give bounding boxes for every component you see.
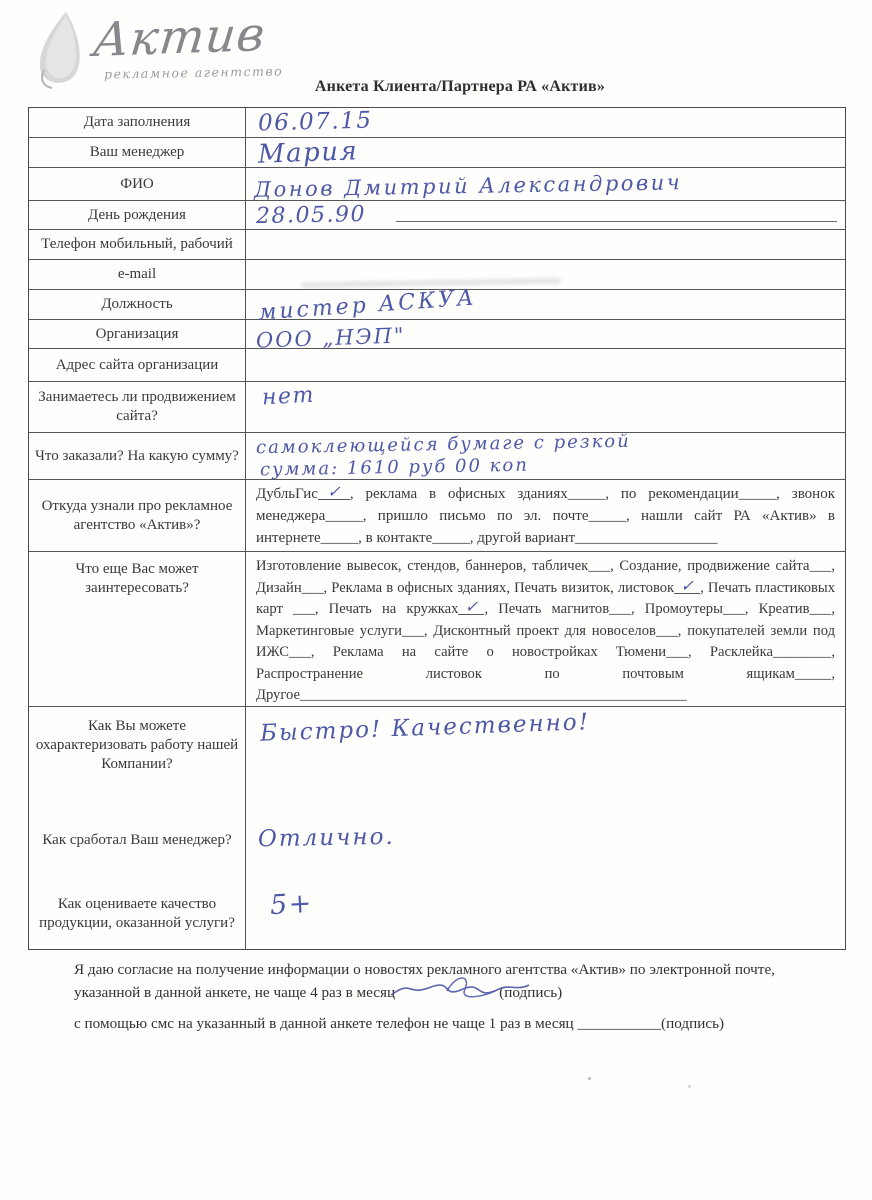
table-row-source <box>29 480 845 552</box>
logo-tagline: рекламное агентство <box>103 63 284 82</box>
row-label: Откуда узнали про рекламное агентство «Актив»? <box>29 480 246 551</box>
questionnaire-table <box>28 107 846 950</box>
row-label: ФИО <box>29 168 246 200</box>
row-label: Что еще Вас может заинтересовать? <box>29 552 246 706</box>
row-label: Должность <box>29 290 246 319</box>
signature-icon <box>387 961 537 1007</box>
row-label: Что заказали? На какую сумму? <box>29 433 246 479</box>
row-label: Занимаетесь ли продвижением сайта? <box>29 382 246 432</box>
handwritten-manager-feedback: Отлично. <box>257 823 395 853</box>
table-row-manager <box>29 138 845 168</box>
row-label: Дата заполнения <box>29 108 246 137</box>
question-quality: Как оцениваете качество продукции, оказанной услуги? <box>39 896 235 931</box>
table-row-birthday <box>29 201 845 230</box>
handwritten-order-line2: сумма: 1610 руб 00 коп <box>259 454 530 481</box>
table-row-organization <box>29 320 845 353</box>
table-row-site <box>29 349 845 382</box>
row-value-area <box>246 430 845 481</box>
row-value-area <box>246 260 845 289</box>
row-value-area <box>246 285 845 326</box>
row-label: e-mail <box>29 260 246 289</box>
table-row-feedback <box>29 707 845 949</box>
row-label: Организация <box>29 320 246 348</box>
checkmark-dublgis: ✓ <box>318 485 350 500</box>
checkmark-leaflets: ✓ <box>674 579 700 594</box>
handwritten-position: мистер АСКУА <box>257 285 478 326</box>
row-value-area <box>246 108 845 137</box>
question-company-work: Как Вы можете охарактеризовать работу нашей Компании? <box>35 718 239 772</box>
row-value-area <box>246 349 845 381</box>
row-value-area <box>246 320 845 353</box>
handwritten-promotion: нет <box>261 382 316 411</box>
row-value-area <box>246 230 845 259</box>
handwritten-date: 06.07.15 <box>257 107 373 137</box>
handwritten-company-feedback: Быстро! Качественно! <box>259 709 591 747</box>
handwritten-manager: Мария <box>257 136 359 170</box>
row-label: Ваш менеджер <box>29 138 246 167</box>
table-row-fio <box>29 168 845 201</box>
table-row-position <box>29 285 845 326</box>
table-row-date <box>29 108 845 138</box>
handwritten-fio: Донов Дмитрий Александрович <box>253 170 683 202</box>
question-manager-work: Как сработал Ваш менеджер? <box>42 832 232 848</box>
consent-email-paragraph: Я даю согласие на получение информации о новостях рекламного агентства «Актив» по электронной почте, указанной в данной анкете, не чаще 4 раз в месяц (подпись) <box>74 958 814 1004</box>
row-value-area <box>246 552 845 706</box>
scan-speck <box>588 1077 591 1080</box>
row-value-area <box>246 480 845 551</box>
logo-wordmark: Актив <box>90 7 269 68</box>
checkmark-mugs: ✓ <box>458 600 484 615</box>
handwritten-birthday: 28.05.90 <box>255 202 367 229</box>
page-title: Анкета Клиента/Партнера РА «Актив» <box>314 78 606 95</box>
table-row-promotion <box>29 382 845 433</box>
feedback-questions <box>29 707 246 949</box>
handwritten-organization: ООО „НЭП" <box>255 323 406 353</box>
writing-line <box>396 221 837 222</box>
signature-area <box>395 981 499 997</box>
feedback-answers <box>246 707 845 949</box>
row-value-area <box>246 201 845 229</box>
consent-sms-paragraph: с помощью смс на указанный в данной анкете телефон не чаще 1 раз в месяц ___________(подпись) <box>74 1015 725 1032</box>
handwritten-order-line1: самоклеющейся бумаге с резкой <box>255 430 631 459</box>
row-label: Адрес сайта организации <box>29 349 246 381</box>
table-row-interests <box>29 552 845 707</box>
source-options-text: ДубльГис ✓ , реклама в офисных зданиях_____, по рекомендации_____, звонок менеджера_____, пришло письмо по эл. почте_____, нашли сайт РА «Актив» в интернете_____, в контакте_____, другой вариант___________________ <box>256 482 835 546</box>
handwritten-quality-grade: 5+ <box>269 887 314 922</box>
row-value-area <box>246 382 845 432</box>
row-label: День рождения <box>29 201 246 229</box>
table-row-email <box>29 260 845 290</box>
interests-options-text: Изготовление вывесок, стендов, баннеров, табличек___, Создание, продвижение сайта___, Дизайн___, Реклама в офисных зданиях, Печать визиток, листовок ✓ , Печать пластиковых карт ___, Печать на кружках ✓ , Печать магнитов___, Промоутеры___, Креатив___, Маркетинговые услуги___, Дисконтный проект для новоселов___, покупателей земли под ИЖС___, Реклама на сайте о новостройках Тюмени___, Расклейка________, Распространение листовок по почтовым ящикам_____, Другое_____________________________________________________ <box>256 558 835 703</box>
row-value-area <box>246 136 845 170</box>
scan-speck <box>688 1085 691 1088</box>
row-label: Телефон мобильный, рабочий <box>29 230 246 259</box>
scan-smudge <box>301 278 561 289</box>
table-row-phone <box>29 230 845 260</box>
table-row-order <box>29 430 845 481</box>
row-value-area <box>246 168 845 200</box>
